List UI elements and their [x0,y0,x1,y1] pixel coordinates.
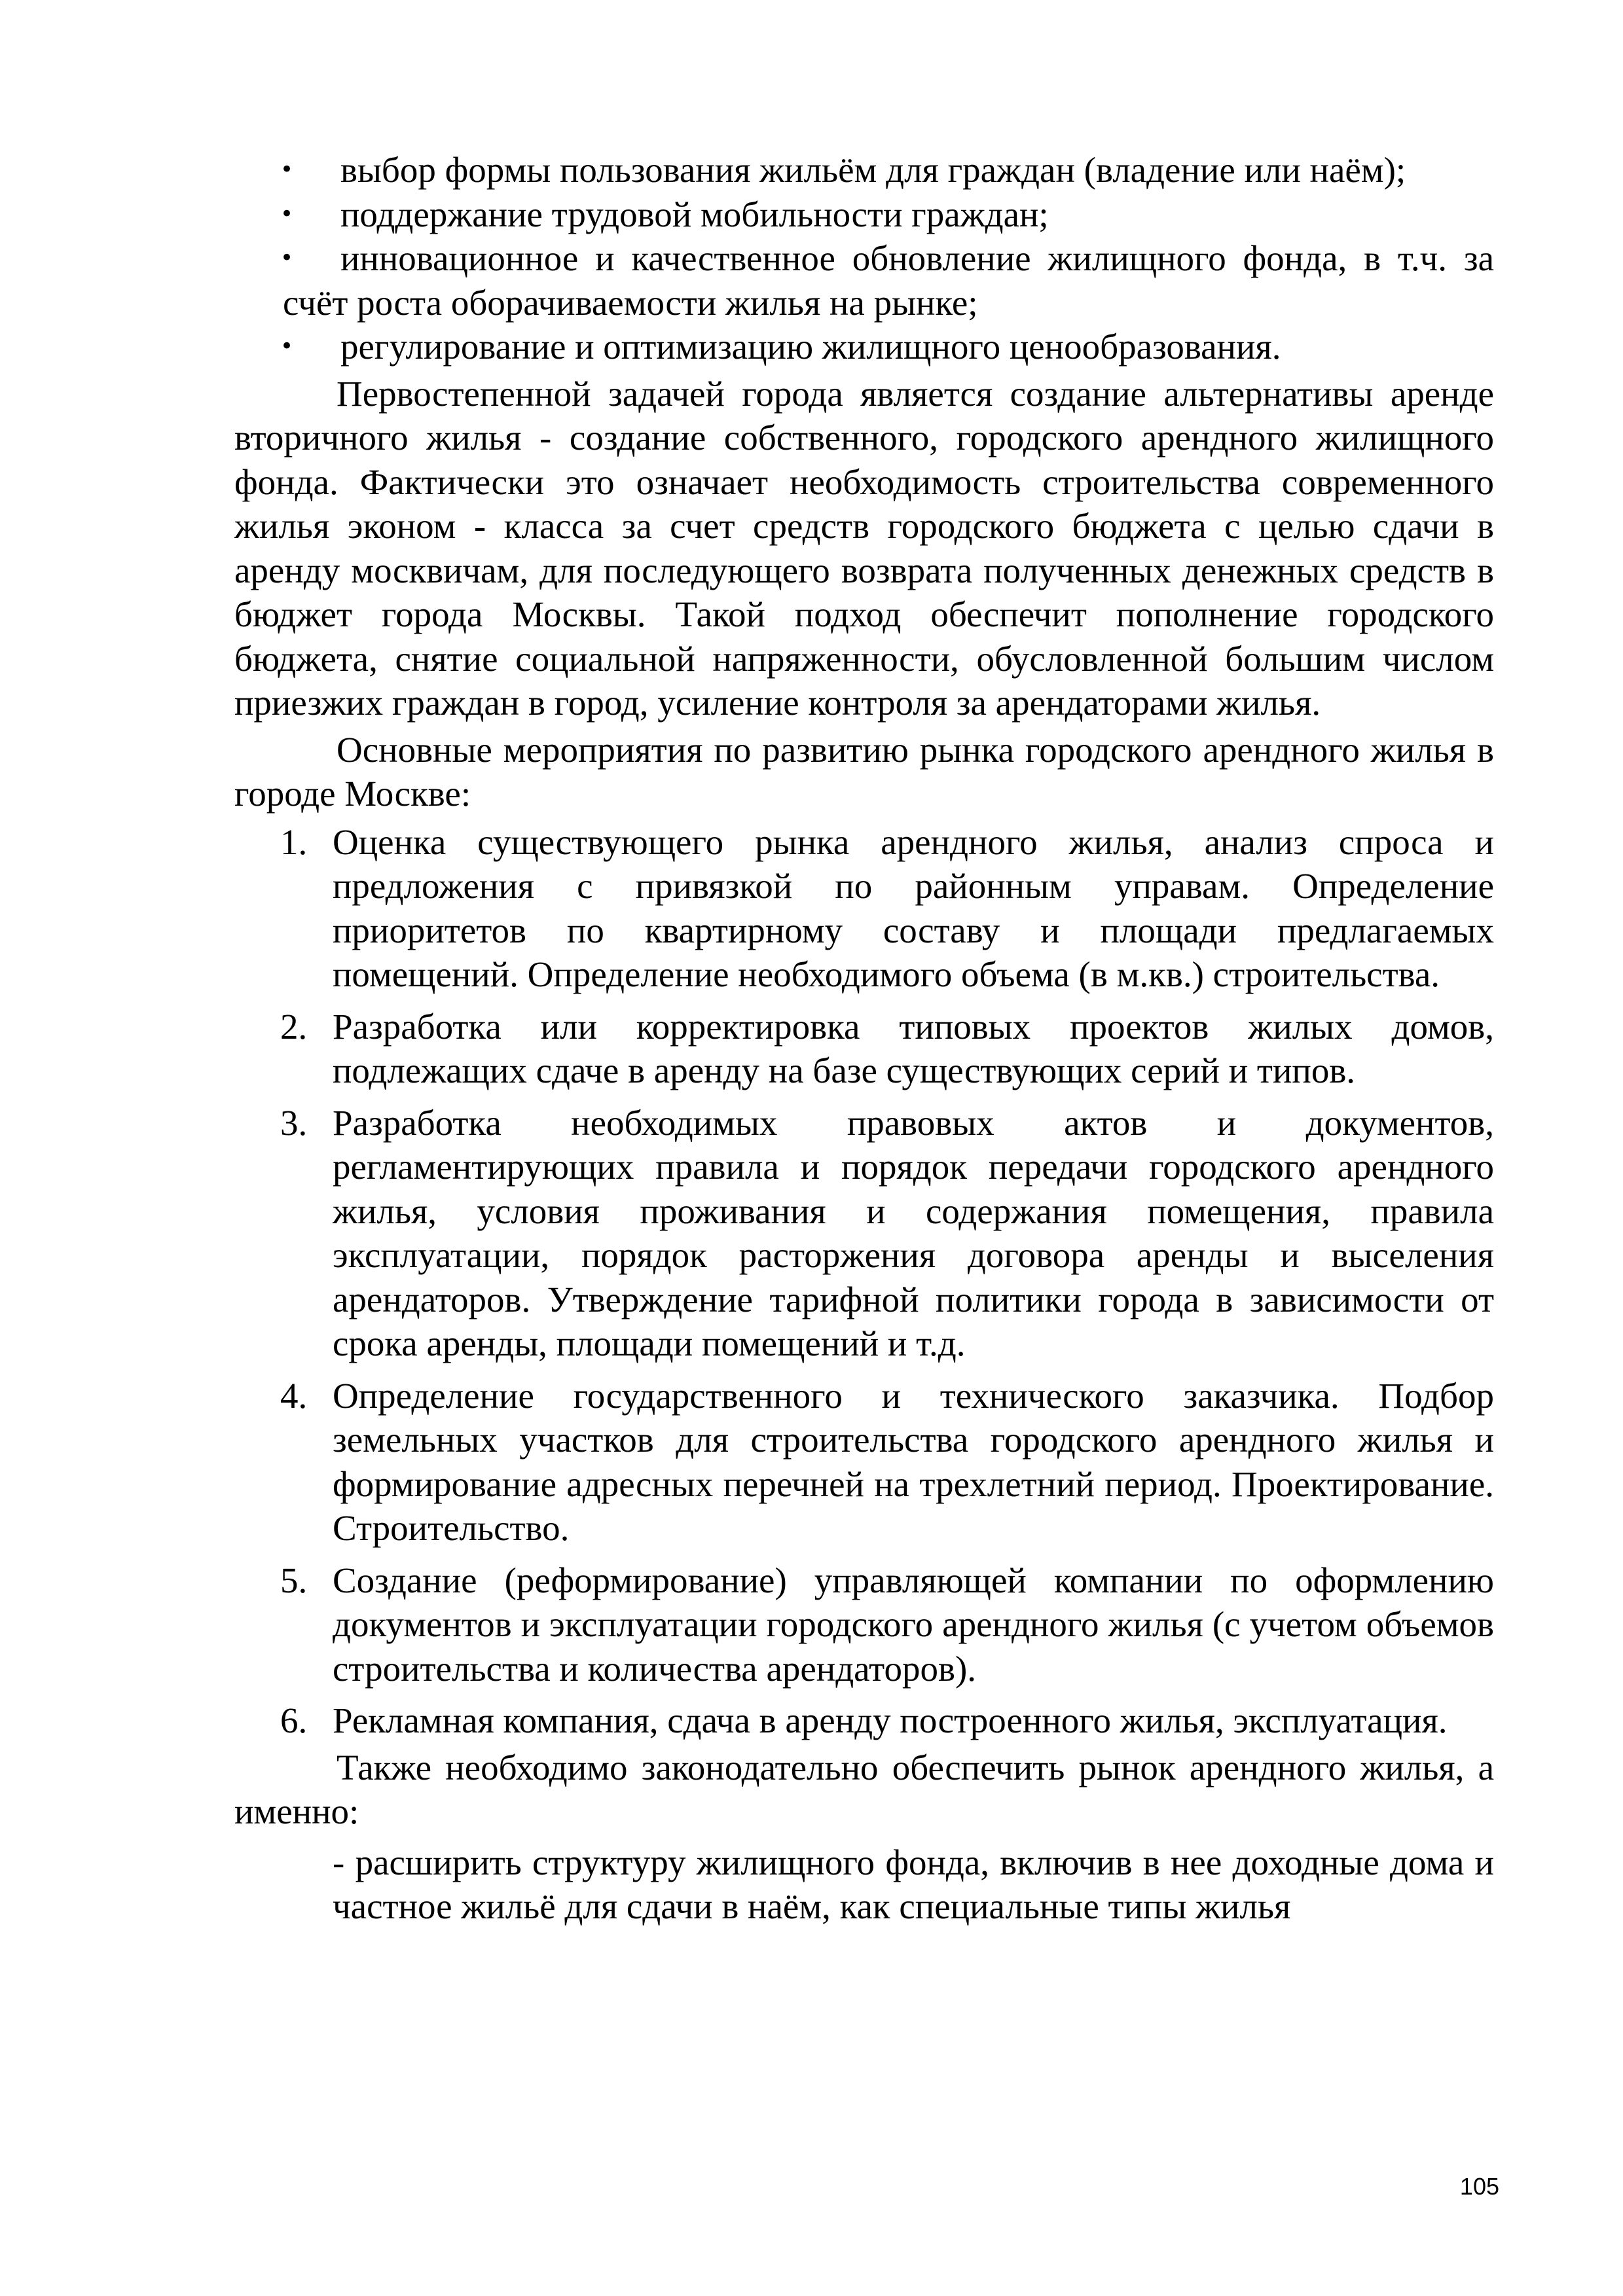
bullet-item [234,236,1494,325]
item-text: Рекламная компания, сдача в аренду построенного жилья, эксплуатация. [333,1700,1448,1740]
body-paragraph: Первостепенной задачей города является создание альтернативы аренде вторичного жилья - создание собственного, городского арендного жилищного фонда. Фактически это означает необходимость строительства современного жилья эконом - класса за счет средств городского бюджета с целью сдачи в аренду москвичам, для последующего возврата полученных денежных средств в бюджет города Москвы. Такой подход обеспечит пополнение городского бюджета, снятие социальной напряженности, обусловленной большим числом приезжих граждан в город, усиление контроля за арендаторами жилья. [234,373,1494,723]
bullet-text: поддержание трудовой мобильности граждан; [340,194,1049,234]
item-number: 5. [280,1560,308,1600]
bullet-mark: • [280,333,294,359]
item-number: 4. [280,1375,308,1416]
item-text: Оценка существующего рынка арендного жилья, анализ спроса и предложения с привязкой по районным управам. Определение приоритетов по квартирному составу и площади предлагаемых помещений. Определение необходимого объема (в м.кв.) строительства. [333,821,1494,994]
page-number: 105 [1459,2173,1499,2200]
body-paragraph: Основные мероприятия по развитию рынка городского арендного жилья в городе Москве: [234,729,1494,814]
numbered-item [234,1005,1494,1093]
numbered-item [234,1558,1494,1691]
bullet-item [234,148,1494,192]
numbered-item [234,820,1494,997]
item-number: 3. [280,1102,308,1143]
item-text: Разработка необходимых правовых актов и документов, регламентирующих правила и порядок передачи городского арендного жилья, условия проживания и содержания помещения, правила эксплуатации, порядок расторжения договора аренды и выселения арендаторов. Утверждение тарифной политики города в зависимости от срока аренды, площади помещений и т.д. [333,1102,1494,1363]
body-paragraph: Также необходимо законодательно обеспечить рынок арендного жилья, а именно: [234,1747,1494,1831]
item-text: Определение государственного и технического заказчика. Подбор земельных участков для строительства городского арендного жилья и формирование адресных перечней на трехлетний период. Проектирование. Строительство. [333,1375,1494,1548]
numbered-item [234,1698,1494,1743]
bullet-mark: • [280,156,294,183]
bullet-item [234,192,1494,237]
item-number: 6. [280,1700,308,1740]
document-page [234,148,1494,1929]
item-number: 2. [280,1006,308,1047]
bullet-text: инновационное и качественное обновление жилищного фонда, в т.ч. за счёт роста оборачиваемости жилья на рынке; [283,238,1494,323]
bullet-text: регулирование и оптимизацию жилищного ценообразования. [340,327,1281,367]
item-text: Разработка или корректировка типовых проектов жилых домов, подлежащих сдаче в аренду на базе существующих серий и типов. [333,1006,1494,1090]
numbered-item [234,1374,1494,1551]
item-text: Создание (реформирование) управляющей компании по оформлению документов и эксплуатации городского арендного жилья (с учетом объемов строительства и количества арендаторов). [333,1560,1494,1689]
dash-paragraph: - расширить структуру жилищного фонда, включив в нее доходные дома и частное жильё для сдачи в наём, как специальные типы жилья [333,1842,1494,1926]
bullet-mark: • [280,245,294,271]
item-number: 1. [280,821,308,862]
numbered-item [234,1101,1494,1366]
bullet-mark: • [280,200,294,227]
bullet-item [234,325,1494,369]
bullet-text: выбор формы пользования жильём для граждан (владение или наём); [340,150,1406,190]
